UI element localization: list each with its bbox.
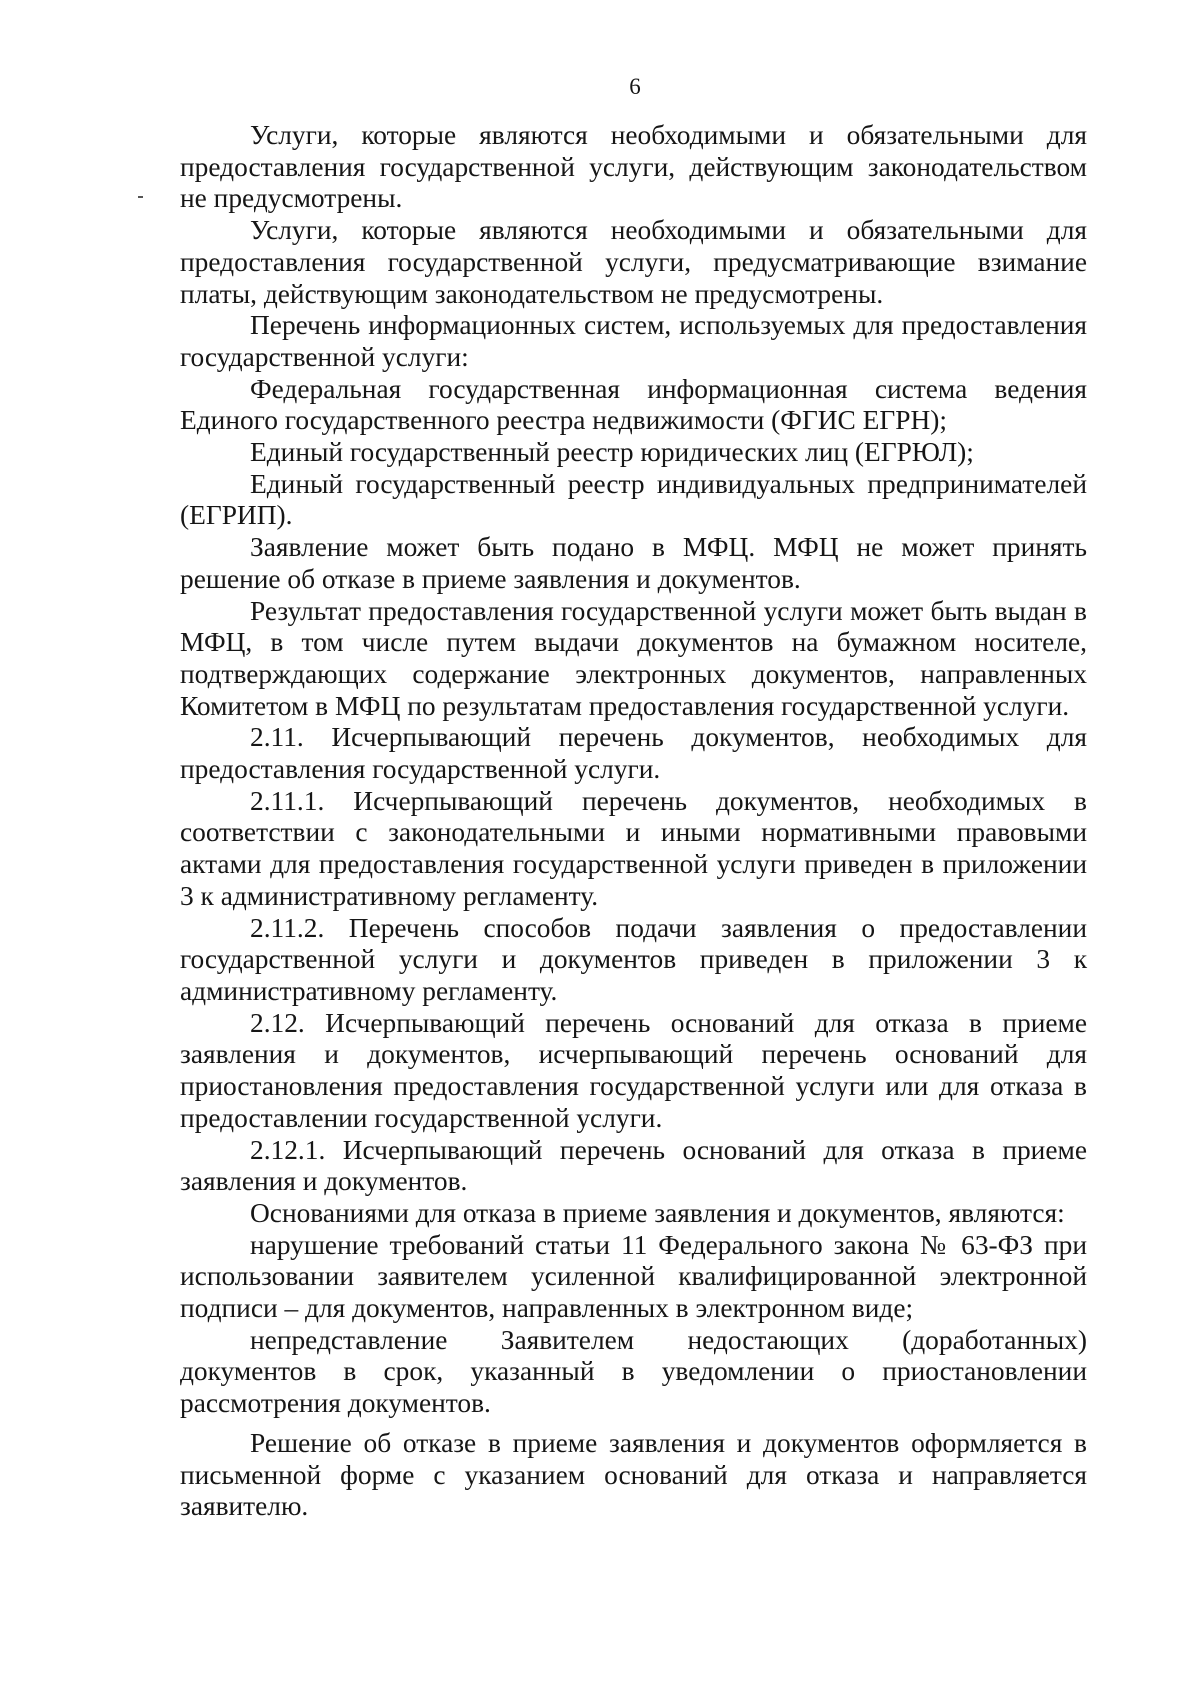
paragraph: Заявление может быть подано в МФЦ. МФЦ не может принять решение об отказе в приеме заявления и документов. — [180, 532, 1087, 594]
list-item: нарушение требований статьи 11 Федерального закона № 63-ФЗ при использовании заявителем усиленной квалифицированной электронной подписи – для документов, направленных в электронном виде; — [180, 1229, 1087, 1324]
section-heading: 2.11. Исчерпывающий перечень документов, необходимых для предоставления государственной услуги. — [180, 722, 1087, 785]
margin-mark — [138, 196, 143, 198]
paragraph: Основаниями для отказа в приеме заявления и документов, являются: — [250, 1197, 1065, 1228]
paragraph: 2.11.2. Перечень способов подачи заявления о предоставлении государственной услуги и документов приведен в приложении 3 к административному регламенту. — [180, 912, 1087, 1006]
paragraph: Перечень информационных систем, используемых для предоставления государственной услуги: — [180, 310, 1087, 372]
paragraph: 2.11.1. Исчерпывающий перечень документов, необходимых в соответствии с законодательными и иными нормативными правовыми актами для предоставления государственной услуги приведен в приложении 3 к административному регламенту. — [180, 785, 1087, 911]
paragraph: Единый государственный реестр юридических лиц (ЕГРЮЛ); — [250, 437, 974, 468]
paragraph: Результат предоставления государственной услуги может быть выдан в МФЦ, в том числе путем выдачи документов на бумажном носителе, подтверждающих содержание электронных документов, направленных Комитетом в МФЦ по результатам предоставления государственной услуги. — [180, 595, 1087, 721]
list-item: непредставление Заявителем недостающих (доработанных) документов в срок, указанный в уведомлении о приостановлении рассмотрения документов. — [180, 1324, 1087, 1419]
paragraph: Услуги, которые являются необходимыми и обязательными для предоставления государственной услуги, действующим законодательством не предусмотрены. — [180, 120, 1087, 214]
section-heading: 2.12. Исчерпывающий перечень оснований для отказа в приеме заявления и документов, исчерпывающий перечень оснований для приостановления предоставления государственной услуги или для отказа в предоставлении государственной услуги. — [180, 1007, 1087, 1133]
document-body — [180, 120, 1087, 1523]
paragraph: Единый государственный реестр индивидуальных предпринимателей (ЕГРИП). — [180, 468, 1087, 531]
paragraph: Решение об отказе в приеме заявления и документов оформляется в письменной форме с указанием оснований для отказа и направляется заявителю. — [180, 1427, 1087, 1522]
page-number: 6 — [629, 74, 641, 99]
paragraph: Услуги, которые являются необходимыми и обязательными для предоставления государственной услуги, предусматривающие взимание платы, действующим законодательством не предусмотрены. — [180, 215, 1087, 309]
paragraph: Федеральная государственная информационная система ведения Единого государственного реестра недвижимости (ФГИС ЕГРН); — [180, 373, 1087, 436]
paragraph: 2.12.1. Исчерпывающий перечень оснований для отказа в приеме заявления и документов. — [180, 1134, 1087, 1197]
